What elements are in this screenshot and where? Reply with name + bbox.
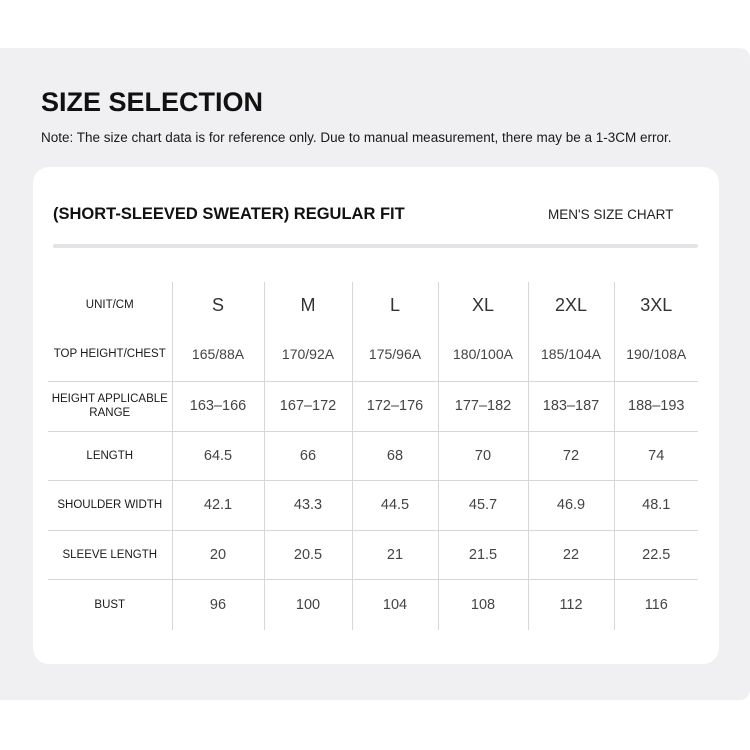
table-row [48,579,698,630]
table-cell: 172–176 [352,381,438,431]
table-cell: 22.5 [614,530,698,579]
table-row [48,328,698,381]
table-cell: 21.5 [438,530,528,579]
table-cell: 165/88A [172,328,264,381]
table-cell: 180/100A [438,328,528,381]
table-cell: 68 [352,431,438,480]
table-cell: 22 [528,530,614,579]
table-cell: 72 [528,431,614,480]
table-cell: 188–193 [614,381,698,431]
table-cell: 116 [614,579,698,630]
size-header: M [264,282,352,328]
table-cell: 104 [352,579,438,630]
table-cell: 42.1 [172,480,264,530]
size-header: XL [438,282,528,328]
card-subtitle: MEN'S SIZE CHART [548,207,674,222]
table-cell: 74 [614,431,698,480]
row-label: HEIGHT APPLICABLE RANGE [48,381,172,431]
table-row [48,480,698,530]
table-cell: 64.5 [172,431,264,480]
table-cell: 46.9 [528,480,614,530]
table-cell: 20.5 [264,530,352,579]
table-cell: 45.7 [438,480,528,530]
page-title: SIZE SELECTION [41,87,264,117]
size-header: S [172,282,264,328]
table-cell: 100 [264,579,352,630]
size-chart-card [33,167,719,664]
table-cell: 43.3 [264,480,352,530]
row-label: SLEEVE LENGTH [48,530,172,579]
size-note: Note: The size chart data is for reference only. Due to manual measurement, there may be a 1-3CM error. [41,130,672,145]
size-header: 3XL [614,282,698,328]
table-cell: 112 [528,579,614,630]
table-cell: 66 [264,431,352,480]
table-row [48,431,698,480]
row-label: TOP HEIGHT/CHEST [48,328,172,381]
table-cell: 175/96A [352,328,438,381]
table-row [48,381,698,431]
row-label: SHOULDER WIDTH [48,480,172,530]
table-cell: 44.5 [352,480,438,530]
table-cell: 167–172 [264,381,352,431]
size-header: 2XL [528,282,614,328]
table-cell: 70 [438,431,528,480]
table-cell: 108 [438,579,528,630]
table-cell: 183–187 [528,381,614,431]
table-cell: 48.1 [614,480,698,530]
table-row [48,530,698,579]
table-cell: 177–182 [438,381,528,431]
card-title: (SHORT-SLEEVED SWEATER) REGULAR FIT [53,205,405,223]
row-label: LENGTH [48,431,172,480]
table-cell: 170/92A [264,328,352,381]
table-cell: 20 [172,530,264,579]
table-cell: 163–166 [172,381,264,431]
table-header-row [48,282,698,328]
divider [53,244,698,248]
table-cell: 21 [352,530,438,579]
table-cell: 190/108A [614,328,698,381]
unit-label: UNIT/CM [85,299,134,311]
table-cell: 185/104A [528,328,614,381]
size-table [48,282,698,630]
size-header: L [352,282,438,328]
row-label: BUST [94,598,126,611]
table-cell: 96 [172,579,264,630]
